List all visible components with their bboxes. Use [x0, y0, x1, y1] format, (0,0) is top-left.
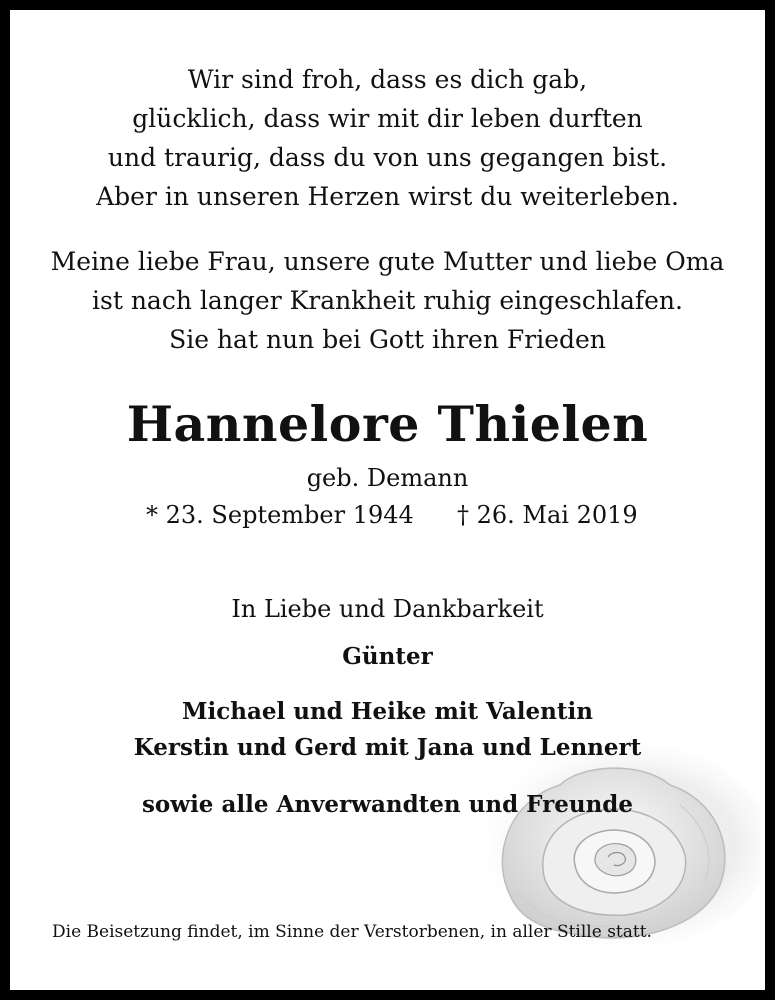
birth-name: geb. Demann: [306, 464, 469, 492]
poem-line: Wir sind froh, dass es dich gab,: [187, 65, 588, 94]
family-line: Michael und Heike mit Valentin: [182, 698, 593, 725]
poem-line: und traurig, dass du von uns gegangen bist.: [107, 143, 668, 172]
mourner-families: [10, 694, 765, 766]
announcement: [10, 242, 765, 359]
rose-icon: [450, 745, 760, 945]
announcement-line: Meine liebe Frau, unsere gute Mutter und liebe Oma: [50, 247, 725, 276]
announcement-line: Sie hat nun bei Gott ihren Frieden: [169, 325, 606, 354]
mourners-others: sowie alle Anverwandten und Freunde: [141, 791, 634, 818]
burial-note: Die Beisetzung findet, im Sinne der Verstorbenen, in aller Stille statt.: [52, 922, 652, 942]
life-dates: [10, 497, 765, 533]
birth-date: * 23. September 1944: [146, 501, 414, 529]
poem-line: Aber in unseren Herzen wirst du weiterleben.: [96, 182, 679, 211]
announcement-line: ist nach langer Krankheit ruhig eingeschlafen.: [92, 286, 683, 315]
family-line: Kerstin und Gerd mit Jana und Lennert: [133, 734, 642, 761]
mourners-intro: In Liebe und Dankbarkeit: [231, 595, 544, 623]
mourner-spouse: Günter: [342, 643, 433, 670]
poem: [10, 60, 765, 216]
poem-line: glücklich, dass wir mit dir leben durften: [132, 104, 643, 133]
deceased-name: Hannelore Thielen: [126, 395, 649, 453]
death-date: † 26. Mai 2019: [457, 501, 638, 529]
